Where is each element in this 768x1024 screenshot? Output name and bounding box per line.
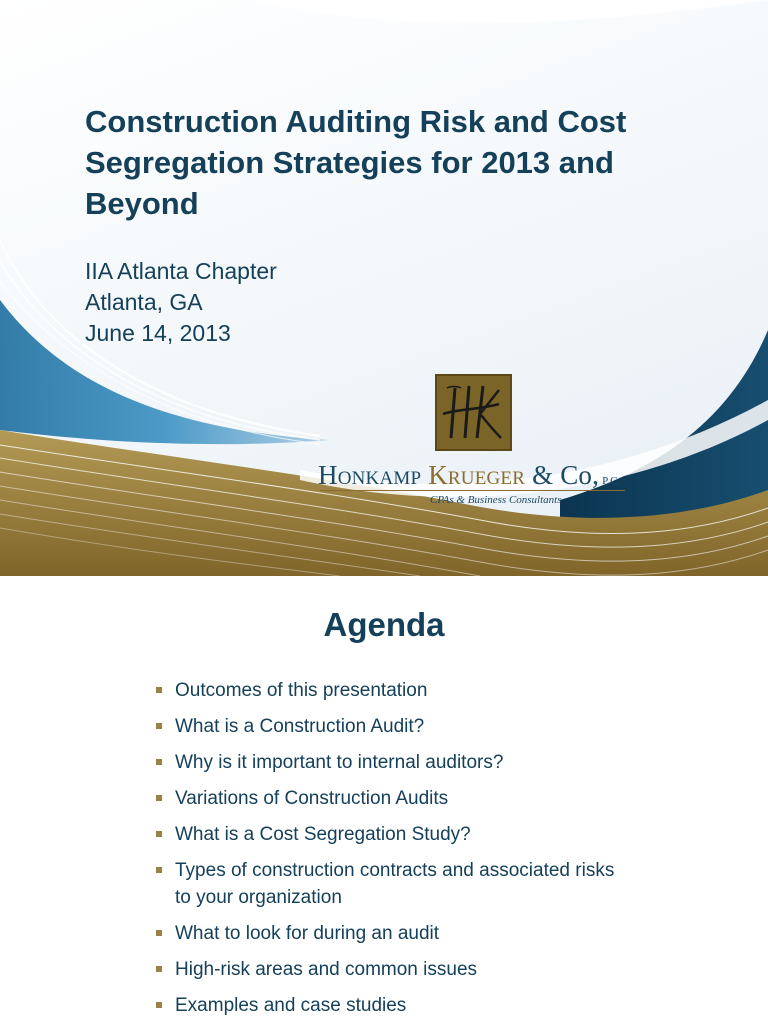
agenda-item: What is a Cost Segregation Study?: [155, 821, 635, 848]
agenda-item: Why is it important to internal auditors?: [155, 749, 635, 776]
hk-monogram-icon: [437, 376, 510, 449]
agenda-item: What to look for during an audit: [155, 920, 635, 947]
firm-name-second: Krueger: [428, 460, 526, 490]
agenda-item: What is a Construction Audit?: [155, 713, 635, 740]
agenda-item: High-risk areas and common issues: [155, 956, 635, 983]
slide-separator: [0, 576, 768, 588]
agenda-slide: [0, 588, 768, 1024]
firm-name-amp: & Co,: [532, 460, 600, 490]
location-line: Atlanta, GA: [85, 289, 203, 315]
slide-subtitle: [85, 256, 277, 349]
square-bullet-icon: [156, 759, 162, 765]
slide-title: Construction Auditing Risk and Cost Segregation Strategies for 2013 and Beyond: [85, 104, 627, 221]
firm-divider: [320, 490, 625, 491]
square-bullet-icon: [156, 795, 162, 801]
square-bullet-icon: [156, 687, 162, 693]
agenda-item: Examples and case studies: [155, 992, 635, 1019]
agenda-item: Outcomes of this presentation: [155, 677, 635, 704]
square-bullet-icon: [156, 966, 162, 972]
agenda-item: Types of construction contracts and associated risks to your organization: [155, 857, 635, 911]
date-line: June 14, 2013: [85, 320, 231, 346]
firm-monogram-logo: [435, 374, 512, 451]
square-bullet-icon: [156, 831, 162, 837]
square-bullet-icon: [156, 867, 162, 873]
chapter-line: IIA Atlanta Chapter: [85, 258, 277, 284]
square-bullet-icon: [156, 930, 162, 936]
agenda-item: Variations of Construction Audits: [155, 785, 635, 812]
square-bullet-icon: [156, 1002, 162, 1008]
firm-tagline: CPAs & Business Consultants: [430, 494, 562, 506]
firm-name-suffix: P.C.: [602, 475, 621, 487]
firm-name-first: Honkamp: [318, 460, 422, 490]
square-bullet-icon: [156, 723, 162, 729]
agenda-list: [155, 677, 635, 1024]
agenda-title: Agenda: [323, 606, 445, 643]
